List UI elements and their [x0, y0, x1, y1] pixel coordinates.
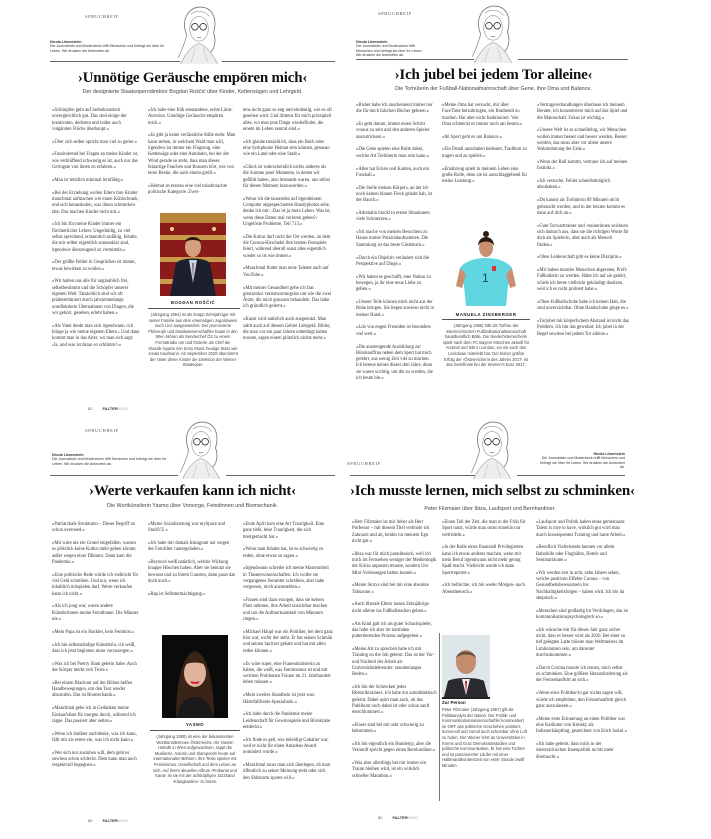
- quote-paragraph: »Manchmal findet man neue Talente auch auf YouTube.«: [243, 266, 329, 278]
- quote-paragraph: »Durch ein Objektiv verändert sich die Perspektive auf Dinge.«: [356, 255, 430, 267]
- quote-paragraph: »Ich finde es geil, wie beleidigt Gabalier war, weil er nicht für einen Amadeus Award nominiert wurde.«: [243, 737, 329, 756]
- quote-paragraph: »Ich wünsche mir für dieses Jahr ganz sicher nicht, dass es besser wird als 2020. Bei einer so tief gelegten Latte müsste man Weltmeister im Limbotanzen sein, um darunter durchzukommen.«: [536, 627, 626, 659]
- quote-paragraph: »Ohne Leidenschaft gibt es keine Disziplin.«: [537, 255, 622, 261]
- author-box: [540, 452, 625, 470]
- quote-paragraph: »Mein Papa ist ein Hackler, kein Feminist.«: [52, 629, 135, 635]
- quote-paragraph: »Lob von engen Freunden ist besonders viel wert.«: [356, 325, 431, 337]
- quote-paragraph: »Die Stelle meines Körpers, an der ich noch keinen blauen Fleck gehabt hab, ist der Bauch.«: [356, 185, 433, 204]
- quote-paragraph: »Es gibt ja keine verlässliche Stille mehr. Man kann stehen, in welchem Wald man will, irgendwo ist immer ein Flugzeug, eine Kettensäge oder eine Autobahn, bei der der Wind gerade so steht, dass man dieses feinartige Fauchen und Brausen hört, wie von einer Bestie, die nach einem greift.«: [148, 133, 236, 177]
- author-box: [356, 40, 426, 58]
- page-number: 82: [88, 818, 93, 823]
- quote-paragraph: »Ich bin eigentlich ein Hundetyp, aber die Vernunft spricht gegen einen Bernhardiner.«: [352, 742, 436, 754]
- quote-paragraph: »Vertragsverhandlungen überlasse ich meinem Berater, ich konzentriere mich auf das Spiel und die Mannschaft. Fokus ist wichtig.«: [537, 103, 628, 121]
- brand-name: FALTER: [392, 815, 408, 820]
- quote-paragraph: »Die anstrengende Ausbildung zur Bürokauffrau neben dem Sport hat mich gelehrt, aus wenig Zeit viel zu machen. Ich bereue keines dieser drei Jahre, denn sie waren wichtig, um die zu werden, die ich heute bin.«: [356, 344, 433, 381]
- text-column: [442, 103, 527, 192]
- quote-paragraph: »In der Rolle eines finanziell Privilegierten kann ich etwas anderes machen, wenn mir mein Beruf irgendwann nicht mehr genug Spaß macht. Vielleicht werde ich dann Sportreporter.«: [442, 545, 524, 576]
- quote-paragraph: »Wenn ich darüber nachdenke, was ich kann, fällt mir als erstes ein, was ich nicht kann.«: [52, 731, 137, 743]
- quote-paragraph: »Wir halten uns alle für unglaublich frei, selbstbestimmt und die Schöpfer unserer eigenen Welt. Tatsächlich sind wir oft prädeterminiert durch jahrzehntelange unreflektierte Übernahmen von Dingen, die wir gehört, gesehen, erlebt haben.«: [52, 279, 134, 316]
- quote-paragraph: »Meine Sozialisierung war mySpace und StudiVZ.«: [148, 522, 226, 534]
- author-name: Nicola Löwenstein: [50, 40, 82, 44]
- quote-paragraph: »Meine Storys sind bei mir eine absolute Tabuzone.«: [352, 583, 429, 595]
- quote-paragraph: »Patriarchale Strukturen – Dieser Begriff ist schon overused.«: [52, 522, 135, 534]
- header-rule: [226, 475, 335, 476]
- figure-divider: [439, 633, 440, 801]
- quote-paragraph: »Adrenalin blockt in ersten Situationen viele Schmerzen.«: [356, 211, 430, 223]
- quote-paragraph: tens nicht ganz so eng und eindeutig, wie es oft gesehen wird. Und drittens für mich prinzipiell alles, wo man jene Dinge wiederfindet, die einem im Leben zentral sind.«: [243, 108, 332, 132]
- quote-paragraph: »Rap ist Selbstermächtigung.«: [148, 591, 206, 597]
- author-portrait-sketch: [174, 419, 226, 481]
- quote-paragraph: »Als ich jung war, waren andere Künstlerinnen meine Feindinnen. Die Männer nie.«: [52, 604, 139, 623]
- quote-paragraph: »Frauen sind dazu erzogen, dass sie keinen Platz nehmen, ihre Arbeit unsichtbar machen und um die Aufmerksamkeit von Männern ringen.«: [243, 598, 328, 623]
- quote-paragraph: »Kunst wird natürlich auch ausgenutzt. Man zahlt auch auf diesem Gebiet Lehrgeld. Bilder, die man vor ein paar Jahren unbedingt haben musste, sagen einem plötzlich nichts mehr.«: [243, 317, 331, 342]
- subtitle: Die Torhüterin der Fußball-Nationalmannschaft über Gene, ihre Oma und Balance.: [395, 86, 592, 92]
- quote-paragraph: »Ich bin selbstständige Künstlerin, ich weiß, dass ich jetzt beginnen muss vorzusorgen.«: [52, 642, 136, 654]
- quote-paragraph: »Einen Teil der Zeit, die man in der Früh für Sport nutzt, würde man sonst ohnehin nur vertrödeln.«: [442, 520, 526, 538]
- quote-paragraph: »Irgendwann schreibe ich meine Masterarbeit in Theaterwissenschaften. Ich wollte sie vergangenes Semester schreiben, aber habe vergessen, mich anzumelden.«: [243, 566, 329, 591]
- jersey-number: 1: [482, 271, 489, 285]
- quote-paragraph: »Michael Häupl war ein Politiker, bei dem ganz klar war, wofür der steht. Er hat seinen Schmäh und seinen Spritzer gehabt und hat mit allen reden können.«: [243, 629, 333, 654]
- text-column: [52, 108, 140, 355]
- quote-paragraph: »Beruflich Vielreisende kennen vor allem Bahnhöfe oder Flughäfen, Hotels und Seminarräume.«: [536, 545, 615, 563]
- quote-paragraph: »Wenn ich die tausenden auf irgendeinem Computer abgespeicherten Handyphotos sehe, denke ich mir: ›Das ist ja mein Leben. Was ist, wenn diese Daten mal verloren gehen?‹ Ungelöste Probleme, Teil 713.«: [243, 196, 331, 227]
- quote-paragraph: »Was aber allerdings bei mir immer ein Traum bleiben wird, ist ein wirklich schneller Marathon.«: [352, 761, 427, 779]
- quote-paragraph: »Über sich selber spricht man viel zu gerne.«: [52, 139, 137, 145]
- headline: ›Ich musste lernen, mich selbst zu schminken‹: [350, 483, 635, 499]
- quote-paragraph: »Die Gene spielen eine Rolle dabei, welche Art Torhüterin man sein kann.«: [356, 147, 430, 159]
- quote-paragraph: »Du kannst als Torhüterin 89 Minuten nicht gebraucht werden, und in der letzten kommt es dann auf dich an.«: [537, 198, 625, 216]
- header-rule: [518, 59, 628, 60]
- section-label: SPRUCHREIF: [85, 14, 119, 19]
- quote-paragraph: »Was ich bei Poetry Slam gelernt habe: Auch der Körper merkt sich Texte.«: [52, 661, 137, 674]
- quote-paragraph: »Faszinierend bei Fragen an meine Kinder ist, wie verblüffend schwierig es ist, auch nur das Geringste von ihnen zu erfahren.«: [52, 152, 139, 171]
- quote-paragraph: »Ein Detail anzuhaben bedeutet, Tradition zu tragen und zu spielen.«: [442, 147, 527, 159]
- quote-paragraph: »Ende April kam eine Art Traurigkeit. Eine ganz tiefe, leise Traurigkeit, die sich breitgemacht hat.«: [243, 522, 325, 540]
- quote-paragraph: »Ich bin der Schrecken jedes Rhetoriktrainers. Ich habe nur autodidaktisch gelernt. Dabei spürt man auch, ob das Publikum noch dabei ist oder schon sanft entschlummert.«: [352, 684, 437, 716]
- page-number: 82: [88, 406, 93, 411]
- quote-paragraph: »Ich befürchte, ich bin weder Morgen- noch Abendmensch.«: [442, 583, 525, 595]
- header-rule: [350, 475, 475, 476]
- quote-paragraph: »Ibiza war für mich paradiesisch, weil ich mich im Fernsehen weniger der Medienlogik der Kürze anpassen musste, sondern live Mini-Vorlesungen halten konnte.«: [352, 551, 437, 576]
- header-rule: [356, 59, 474, 60]
- quote-paragraph: »Mein zweites Standbein ist jetzt was: Härtefallfonds-Spezialistin.«: [243, 693, 315, 705]
- quote-paragraph: »Wenn ein/e Politiker/in gar nichts sagen will, würde ich empfehlen, den Fernsehauftritt gleich ganz auszulassen.«: [536, 691, 627, 709]
- quote-paragraph: »Ich mache von meinen Besuchern zu Hause immer Polaroidaufnahmen. Die Sammlung ist das beste Gästebuch.«: [356, 230, 429, 248]
- quote-paragraph: »Glück ist wahrscheinlich nichts anderes als die Summe jener Momente, in denen wir gefühlt haben, also imstande waren, uns selbst für diesen Moment loszuwerden.«: [243, 165, 330, 189]
- author-bio: Die Journalistin und Moderatorin trifft Menschen und befragt sie über ihr Leben. Wir drucken die Antworten ab.: [356, 44, 423, 58]
- author-bio: Die Journalistin und Moderatorin trifft Menschen und befragt sie über ihr Leben. Wir drucken die Antworten ab.: [52, 457, 167, 466]
- quote-paragraph: »Herr Filzmaier ist mir lieber als Herr Professor – mit diesem Titel verbinde ich Zahnarzt und alt, beides tut meinem Ego nicht gut.«: [352, 520, 430, 544]
- issue-number: 00/20: [117, 406, 128, 411]
- page-footer: [88, 406, 128, 411]
- text-column: [537, 103, 629, 344]
- quote-paragraph: »Meine erste Erinnerung an einen Politiker war eine Karikatur von Kreisky als Indianerhäuptling, gezeichnet von Erich Sokol.«: [536, 716, 627, 735]
- quote-paragraph: »Mit meiner Gesundheit gehe ich fast grenzenlos verantwortungslos um wie die zwei Ärzte, die mich grausam behandeln. Das habe ich gründlich gelernt.«: [243, 285, 332, 310]
- section-label: SPRUCHREIF: [85, 428, 119, 433]
- text-column: [243, 108, 333, 349]
- headline: ›Ich jubel bei jedem Tor alleine‹: [394, 67, 593, 83]
- subtitle: Der designierte Staatsoperndirektor Bogdan Roščić über Kinder, Kettensägen und Lehrgeld.: [82, 89, 303, 95]
- author-box: [50, 40, 175, 53]
- text-column: [148, 108, 236, 203]
- brand-name: FALTER: [102, 406, 118, 411]
- author-bio: Die Journalistin und Moderatorin trifft Menschen und befragt sie über ihr Leben. Wir drucken die Antworten ab.: [50, 44, 165, 53]
- quote-paragraph: »Meine Oma hat versucht, mir über FaceTime beizubringen, ein Brathendl zu machen. Hat aber nicht funktioniert. Von Oma schmeckt es immer noch am besten.«: [442, 103, 523, 127]
- photo-bar: [442, 697, 490, 699]
- figure-caption: (Jahrgang 1964) ist als knapp Zehnjähriger mit seiner Familie aus dem ehemaligen Jugoslawien nach Linz ausgewandert. Der promovierte Philosoph und Musikwissenschaftler baute in den 90er-Jahren als Senderchef Ö3 zu einem Formatradio um und förderte als Chef der Klassik-Sparte von Sony Music heutige Stars wie Jonas Kaufmann. Ab September 2020 übernimmt der Vater dreier Kinder die Direktion der Wiener Staatsoper.: [148, 312, 238, 368]
- portrait-photo: [442, 635, 490, 697]
- quote-paragraph: »Wenn man Inhalte hat, ist es schwierig zu reden, ohne etwas zu sagen.«: [243, 547, 324, 559]
- quote-paragraph: »Torjubel mit körperlichem Abstand ist nicht das Problem. Ich bin das gewohnt: Ich jubel in der Regel sowieso bei jedem Tor alleine.«: [537, 318, 629, 337]
- figure-rule: [442, 319, 530, 320]
- quote-paragraph: »Wir haben es geschafft, eine Nation zu bewegen, ja ihr eine neue Liebe zu geben.«: [356, 274, 431, 293]
- quote-paragraph: »Auch liberale Eltern lassen Zehnjährige nicht alleine ins Fußballstadion gehen.«: [352, 602, 429, 614]
- text-column: [536, 520, 628, 767]
- figure-name: YASMO: [185, 722, 205, 727]
- text-column: [52, 522, 140, 776]
- page-footer: [88, 818, 128, 823]
- figure-caption: (Jahrgang 1995) hält als Torfrau der österreichischen Fußballnationalmannschaft hauptberuflich Bälle. Die Niederösterreicherin spielt nach dem FC Bayern München aktuell für Arsenal und lebt in London, wo sie auch den Lockdown miterlebt hat. Der bisher größte Erfolg der ›Österreicherin des Jahres 2017‹ ist das Semifinale bei der Women's Euro 2017.: [442, 323, 530, 368]
- author-portrait-sketch: [465, 419, 517, 481]
- quote-paragraph: »Laufsport und Politik haben eines gemeinsam: Talent is nice to have, wirklich gut wird man durch konsequentes Training und harte Arbeit.«: [536, 520, 626, 538]
- header-rule: [50, 61, 180, 62]
- author-portrait-sketch: [466, 3, 518, 65]
- quote-paragraph: »Durch Corona musste ich lernen, mich selbst zu schminken. Eine größere Herausforderung als der Fernsehauftritt an sich.«: [536, 665, 628, 684]
- figure-name: BOGDAN ROŠČIĆ: [170, 300, 216, 305]
- quote-paragraph: »Ich habe gelernt, dass mich in der österreichischen Innenpolitik nichts mehr überrascht.«: [536, 742, 614, 760]
- author-name: Nicola Löwenstein: [52, 453, 84, 457]
- headline: ›Unnötige Geräusche empören mich‹: [77, 70, 308, 86]
- quote-paragraph: »Mir haben manche Menschen abgeraten, Profi-Fußballerin zu werden. Hätte ich auf sie gehört, würde ich heute vielleicht gekündigt dasitzen, weil ich es nicht probiert habe.«: [537, 268, 628, 293]
- subtitle: Die Wortkünstlerin Yasmo über Vorsorge, Feindinnen und Biomechanik.: [106, 503, 279, 509]
- quote-paragraph: »Alles hat Ecken und Kanten, auch ein Fussball.«: [356, 166, 430, 178]
- quote-paragraph: »Manchmal muss man sich überlegen, ob man öffentlich zu seiner Meinung steht oder sich den Shitstorm sparen will.«: [243, 763, 331, 781]
- quote-paragraph: »Man ist letztlich minimal lernfähig.«: [52, 177, 124, 183]
- header-rule: [517, 475, 625, 476]
- quote-paragraph: »Heimat ist erstens eine viel missbrauchte politische Kategorie. Zwei-: [148, 183, 228, 196]
- quote-paragraph: »Der größte Fehler in Gesprächen ist immer, etwas bewirken zu wollen.«: [52, 260, 136, 272]
- quote-paragraph: »Unsere Teile können mich nicht aus der Ruhe bringen. Sie liegen sowieso nicht in meiner Hand.«: [356, 300, 434, 318]
- text-column: [442, 520, 527, 602]
- issue-number: 00/20: [117, 818, 128, 823]
- quote-paragraph: »Ich habe eine früh entstandene, echte Lärm-Aversion. Unnötige Geräusche empören mich.«: [148, 108, 233, 126]
- text-column: [352, 520, 437, 787]
- quote-paragraph: »Die Kultur darf nicht der Ort werden, an dem die Corona-Hirschelei ihre letzten Festspiele feiert, während überall sonst alles eigentlich wieder so ist wie immer.«: [243, 234, 331, 259]
- quote-paragraph: »Eine politische Rede würde ich vielleicht für viel Geld schreiben. Und nur, wenn ich inhaltlich mitspielen darf. Werte verkaufen kann ich nicht.«: [52, 572, 139, 597]
- subtitle: Peter Filzmaier über Ibiza, Laufsport und Bernhardiner.: [424, 506, 556, 512]
- text-column: [356, 103, 436, 389]
- page-footer: [378, 815, 418, 820]
- quote-paragraph: »Es wäre super, eine Frauenministerin zu haben, die weiß, was Feminismus ist und mit welchen Problemen Frauen im 21. Jahrhundert leben müssen.«: [243, 661, 331, 686]
- figure-caption: Peter Filzmaier (Jahrgang 1967) gilt als Politikanalyst der Nation. Der Politik- und Kommunikationswissenschaftler kommentiert im ORF das politische Geschehen pointiert, humorvoll und zumal auch scheinbar ohne Luft zu holen. Der Wiener lehrt an Universitäten in Krems und Graz Demokratiestudien und politische Kommunikation. Er hat eine Tochter und ist passionierter Läufer mit einer Halbmarathonbestzeit von einer Stunde zwölf Minuten.: [442, 707, 527, 768]
- quote-paragraph: »Als Kind galt ich als guter Schachspieler, das habe ich aber im normalen pubertierenden Prozess aufgegeben.«: [352, 621, 432, 640]
- author-bio: Die Journalistin und Moderatorin trifft Menschen und befragt sie über ihr Leben. Wir drucken die Antworten ab.: [540, 456, 625, 470]
- figure-caption: (Jahrgang 1990) ist eine der bekanntesten Wortkünstlerinnen Österreichs. Als Yasmin Hafedh in Wien aufgewachsen, rappt die Musikerin, Autorin und Slampoetin heute auf internationalen Bühnen. Ihre Texte spielen mit Feminismus, Gesellschaft und dem Leben an sich. Auf ihrem aktuellen Album ›Prekariat und Karat‹ ist sie mit der achtköpfigen Jazzband ›Klangkantine‹ zu hören.: [153, 734, 237, 784]
- author-portrait-sketch: [172, 4, 224, 66]
- quote-paragraph: »Wenn der Ball kommt, vertraue ich auf meinen Instinkt.«: [537, 160, 628, 172]
- figure-rule: [150, 730, 240, 731]
- quote-paragraph: »Beyoncé weiß natürlich, welche Wirkung knappe Höschen haben. Aber sie benutzt sie bewusst und zu ihrem Gunsten, dann passt das doch auch.«: [148, 560, 236, 585]
- quote-paragraph: »Ohne Fußballschuhe habe ich keinen Halt, die sind unverzichtbar. Ohne Handschuhe ginge es.«: [537, 299, 629, 312]
- quote-paragraph: »Menschen sind großartig im Verdrängen, das ist kommunikationspsychologisch so.«: [536, 608, 628, 621]
- quote-paragraph: »Ich habe mir damals Instagram nur wegen der Fotofilter runtergeladen.«: [148, 541, 230, 553]
- quote-paragraph: »Schimpfen geht auf Serbokroatisch unvergleichlich gut. Das sind einige der kreativsten, derbsten und leider auch vulgärsten Flüche überhaupt.«: [52, 108, 127, 132]
- author-name: Nicola Löwenstein: [356, 40, 388, 44]
- quote-paragraph: »Ernährung spielt in meinem Leben eine große Rolle, denn sie ist ausschlaggebend für meine Leistung.«: [442, 166, 528, 185]
- quote-paragraph: »Ich bin für meine Kinder immer ein fürchterlicher Lehrer. Ungeduldig, zu viel selbst sprechend, erstaunlich unfähig, Inhalte, die mir selber eigentlich sonnenklar sind, irgendwie überzeugend zu vermitteln.«: [52, 222, 138, 253]
- quote-paragraph: »Meine Art zu sprechen habe ich mit Training on the Job gelernt. Das ist der Vor- und Nachteil der Arbeit als Universitätslehrender: stundenlanges Reden.«: [352, 646, 435, 678]
- quote-paragraph: »Wer sich nur austoben will, dem geht es sowieso schon schlecht. Dem kann man auch respektvoll begegnen.«: [52, 750, 137, 769]
- quote-paragraph: »Wir werden erst in acht, zehn Jahren sehen, welche positiven Effekte Corona – von Gesundheitsbewusstsein bis Nachhaltigkeitsfolgen – haben wird. Ich bin da skeptisch.«: [536, 570, 625, 601]
- quote-paragraph: »Bisher habe ich anscheinend immer nur die für mich falschen Bücher gelesen.«: [356, 103, 433, 115]
- text-column: [148, 522, 236, 605]
- quote-paragraph: »Manchmal gehe ich in Gedanken meine Einkaufsliste für morgen durch, während ich rappe. Das passiert aber selten.«: [52, 706, 136, 724]
- figure-name: MANUELA ZINSBERGER: [455, 312, 517, 317]
- quote-paragraph: »Es geht darum, immer einen Schritt voraus zu sein und den anderen Spieler auszutricksen.«: [356, 122, 430, 140]
- text-column: [243, 522, 333, 789]
- quote-paragraph: »Einser sind bei mir sehr schwierig zu bekommen.«: [352, 722, 424, 735]
- quote-paragraph: »Ich versuche, Fehler schnellstmöglich abzuhaken.«: [537, 179, 611, 191]
- figure-rule: [148, 308, 240, 309]
- quote-paragraph: »Als Vater denkt man sich irgendwann ›ich klinge ja wie meine eigenen Eltern.‹ Und dann kommt man in das Alter, wo man sich sagt: ›Ja, und was ist daran so schlimm?‹«: [52, 323, 140, 348]
- section-label: SPRUCHREIF: [347, 461, 381, 466]
- quote-paragraph: »Im Sport geht es um Balance.«: [442, 134, 503, 140]
- section-label: SPRUCHREIF: [378, 11, 412, 16]
- portrait-photo: [452, 228, 520, 306]
- quote-paragraph: »Bei einem Blackout auf der Bühne helfen Handbewegungen, um den Text wieder abzurufen. Das ist Biomechanik.«: [52, 680, 133, 699]
- quote-paragraph: »Ich habe durch die Pandemie meine Leidenschaft für Gewinnspiele und Bürokratie entdeckt.«: [243, 712, 331, 730]
- author-box: [52, 453, 177, 466]
- quote-paragraph: »Unsere Welt ist so schnelllebig, wir Menschen wollen immer besser und besser werden. Besser werden, das muss aber vor allem unsere Wahrnehmung der Erde.«: [537, 128, 627, 153]
- quote-paragraph: »Gute Torwarttrainer und -trainerinnen zeichnen sich dadurch aus, dass sie die richtigen Worte für dich als Spielerin, aber auch als Mensch finden.«: [537, 223, 629, 248]
- figure-heading: Zur Person: [442, 700, 466, 705]
- issue-number: 00/20: [407, 815, 418, 820]
- brand-name: FALTER: [102, 818, 118, 823]
- headline: ›Werte verkaufen kann ich nicht‹: [89, 483, 296, 499]
- portrait-photo: [162, 635, 228, 718]
- header-rule: [222, 61, 335, 62]
- quote-paragraph: »Bei der Erziehung wollen Eltern ihre Kinder manchmal aufmachen wie einen Kühlschrank, und sich herausholen, was ihnen schmecken täte. Das machen Kinder nicht mit.«: [52, 190, 139, 215]
- portrait-photo: [160, 213, 226, 296]
- page-number: 82: [378, 815, 383, 820]
- quote-paragraph: »Mir wäre nie ein Grund eingefallen, warum es plötzlich keine Kultur mehr geben könnte, außer wegen einer Diktatur. Dann kam die Pandemie.«: [52, 541, 137, 565]
- header-rule: [50, 475, 178, 476]
- quote-paragraph: »Ich glaube tatsächlich, dass ein Buch oder eine Symphonie Heimat sein können, genauso wie ein Land oder eine Stadt.«: [243, 139, 330, 158]
- author-name: Nicola Löwenstein: [593, 452, 625, 456]
